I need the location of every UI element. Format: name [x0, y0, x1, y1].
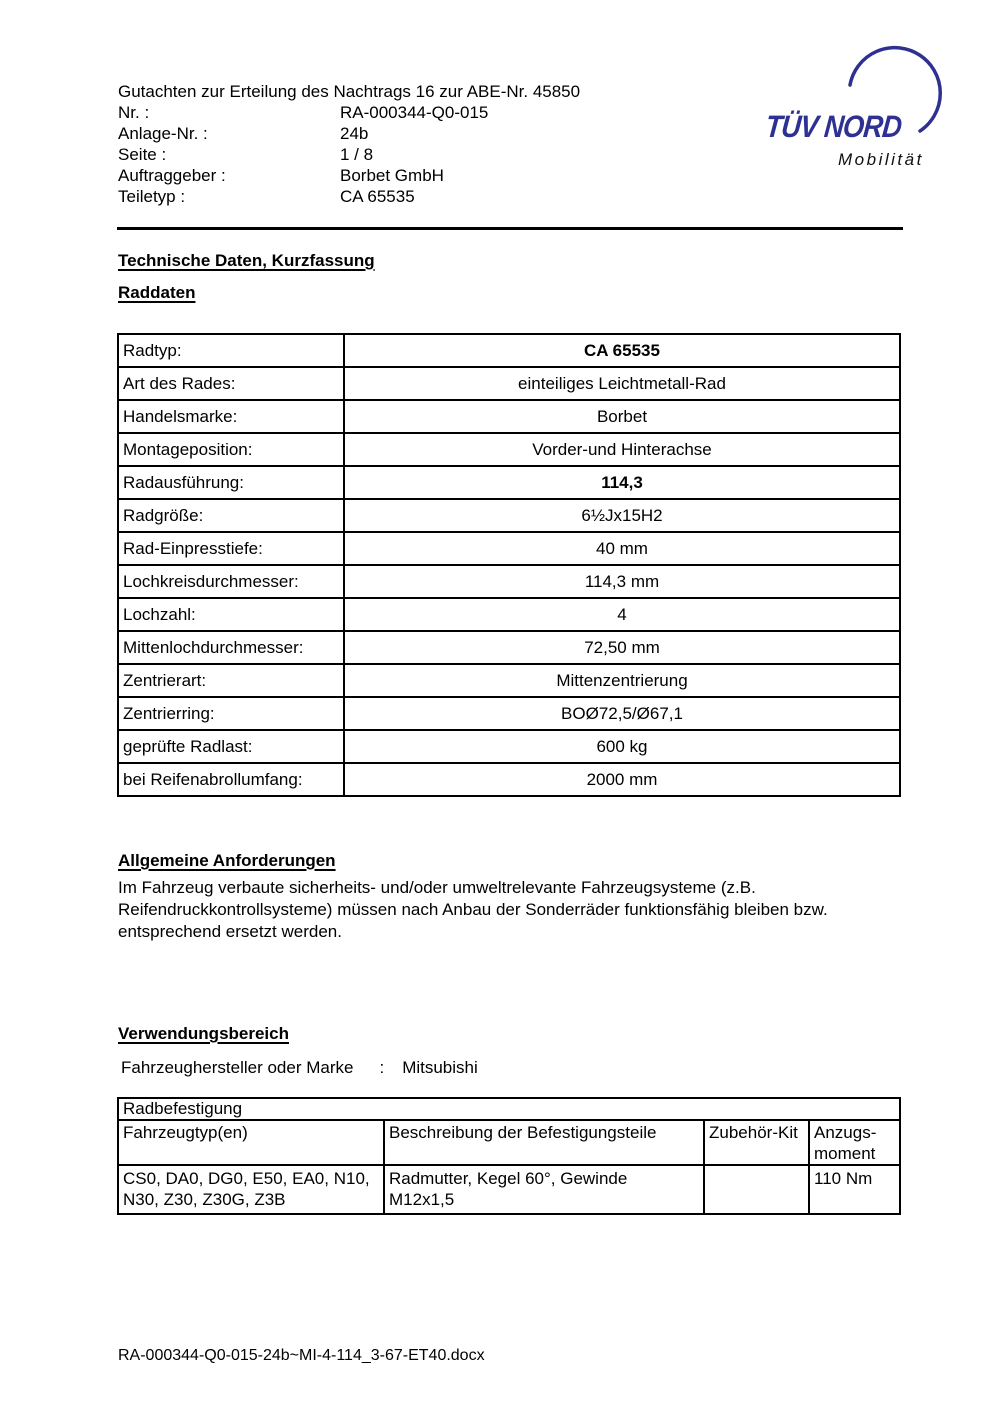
raddaten-row: [118, 598, 900, 631]
raddaten-label: Mittenlochdurchmesser:: [118, 631, 344, 664]
radbefestigung-title: Radbefestigung: [118, 1098, 900, 1120]
raddaten-row: [118, 433, 900, 466]
raddaten-row: [118, 334, 900, 367]
raddaten-row: [118, 730, 900, 763]
radbefestigung-cell: [809, 1165, 900, 1214]
raddaten-value: 6½Jx15H2: [344, 499, 900, 532]
radbefestigung-header-cell: Fahrzeugtyp(en): [118, 1120, 384, 1165]
header-fields: [118, 102, 580, 207]
radbefestigung-data-row: [118, 1165, 900, 1214]
footer-filename: RA-000344-Q0-015-24b~MI-4-114_3-67-ET40.docx: [118, 1347, 485, 1364]
header-field: [118, 123, 580, 144]
manufacturer-line: [121, 1058, 478, 1078]
raddaten-table: [117, 333, 901, 797]
raddaten-value: 4: [344, 598, 900, 631]
raddaten-value: einteiliges Leichtmetall-Rad: [344, 367, 900, 400]
header-field-value: Borbet GmbH: [340, 166, 444, 185]
raddaten-row: [118, 763, 900, 796]
raddaten-row: [118, 466, 900, 499]
header-field-value: 1 / 8: [340, 145, 374, 164]
manufacturer-separator: :: [379, 1058, 385, 1077]
raddaten-label: Handelsmarke:: [118, 400, 344, 433]
header-field: [118, 186, 580, 207]
radbefestigung-cell: [118, 1165, 384, 1214]
raddaten-label: Radausführung:: [118, 466, 344, 499]
raddaten-value: 40 mm: [344, 532, 900, 565]
raddaten-row: [118, 532, 900, 565]
raddaten-row: [118, 697, 900, 730]
raddaten-value: 600 kg: [344, 730, 900, 763]
header-field: [118, 144, 580, 165]
manufacturer-label: Fahrzeughersteller oder Marke: [121, 1058, 354, 1077]
header-field-label: Anlage-Nr. :: [118, 124, 208, 143]
raddaten-label: Lochkreisdurchmesser:: [118, 565, 344, 598]
raddaten-label: Montageposition:: [118, 433, 344, 466]
radbefestigung-header-cell: Zubehör-Kit: [704, 1120, 809, 1165]
header-field-value: CA 65535: [340, 187, 415, 206]
radbefestigung-title-row: [118, 1098, 900, 1120]
raddaten-value: 114,3 mm: [344, 565, 900, 598]
radbefestigung-cell: [384, 1165, 704, 1214]
radbefestigung-cell-text: Radmutter, Kegel 60°, Gewinde M12x1,5: [389, 1169, 628, 1209]
raddaten-label: Zentrierring:: [118, 697, 344, 730]
raddaten-value: Vorder-und Hinterachse: [344, 433, 900, 466]
raddaten-row: [118, 631, 900, 664]
raddaten-label: Radtyp:: [118, 334, 344, 367]
raddaten-label: Radgröße:: [118, 499, 344, 532]
radbefestigung-cell: [704, 1165, 809, 1214]
raddaten-row: [118, 499, 900, 532]
manufacturer-value: Mitsubishi: [402, 1058, 478, 1077]
raddaten-value: Borbet: [344, 400, 900, 433]
technical-data-heading: Technische Daten, Kurzfassung: [118, 251, 375, 270]
header-field-value: RA-000344-Q0-015: [340, 103, 489, 122]
header-field: [118, 102, 580, 123]
usage-heading: Verwendungsbereich: [118, 1024, 289, 1043]
raddaten-value: BOØ72,5/Ø67,1: [344, 697, 900, 730]
logo-subtitle: Mobilität: [838, 150, 924, 169]
raddaten-value: 72,50 mm: [344, 631, 900, 664]
header-field-label: Nr. :: [118, 103, 150, 122]
logo-brand-text: TÜV NORD: [764, 109, 903, 144]
header-field-label: Teiletyp :: [118, 187, 186, 206]
tuv-nord-logo: [750, 45, 993, 180]
header-field-label: Auftraggeber :: [118, 166, 226, 185]
radbefestigung-table: [117, 1097, 901, 1215]
header-field-label: Seite :: [118, 145, 167, 164]
header-divider: [117, 227, 903, 230]
raddaten-value: 2000 mm: [344, 763, 900, 796]
radbefestigung-header-cell: Beschreibung der Befestigungsteile: [384, 1120, 704, 1165]
raddaten-value: Mittenzentrierung: [344, 664, 900, 697]
raddaten-label: bei Reifenabrollumfang:: [118, 763, 344, 796]
header-field-value: 24b: [340, 124, 369, 143]
radbefestigung-header-row: [118, 1120, 900, 1165]
raddaten-value: CA 65535: [344, 334, 900, 367]
header-title-line: Gutachten zur Erteilung des Nachtrags 16 zur ABE-Nr. 45850: [118, 82, 581, 101]
raddaten-value: 114,3: [344, 466, 900, 499]
raddaten-label: Lochzahl:: [118, 598, 344, 631]
raddaten-heading: Raddaten: [118, 283, 196, 302]
radbefestigung-header-cell: Anzugs-moment: [809, 1120, 900, 1165]
raddaten-row: [118, 400, 900, 433]
document-header: [118, 81, 580, 207]
radbefestigung-cell-text: 110 Nm: [814, 1169, 873, 1188]
header-field: [118, 165, 580, 186]
radbefestigung-cell-text: CS0, DA0, DG0, E50, EA0, N10, N30, Z30, Z30G, Z3B: [123, 1169, 370, 1209]
raddaten-label: Rad-Einpresstiefe:: [118, 532, 344, 565]
general-requirements-paragraph: Im Fahrzeug verbaute sicherheits- und/oder umweltrelevante Fahrzeugsysteme (z.B. Reifendruckkontrollsysteme) müssen nach Anbau der Sonderräder funktionsfähig bleiben bzw. entsprechend ersetzt werden.: [118, 878, 828, 941]
raddaten-row: [118, 664, 900, 697]
raddaten-row: [118, 367, 900, 400]
raddaten-label: geprüfte Radlast:: [118, 730, 344, 763]
raddaten-label: Zentrierart:: [118, 664, 344, 697]
general-requirements-heading: Allgemeine Anforderungen: [118, 851, 336, 870]
raddaten-label: Art des Rades:: [118, 367, 344, 400]
raddaten-row: [118, 565, 900, 598]
